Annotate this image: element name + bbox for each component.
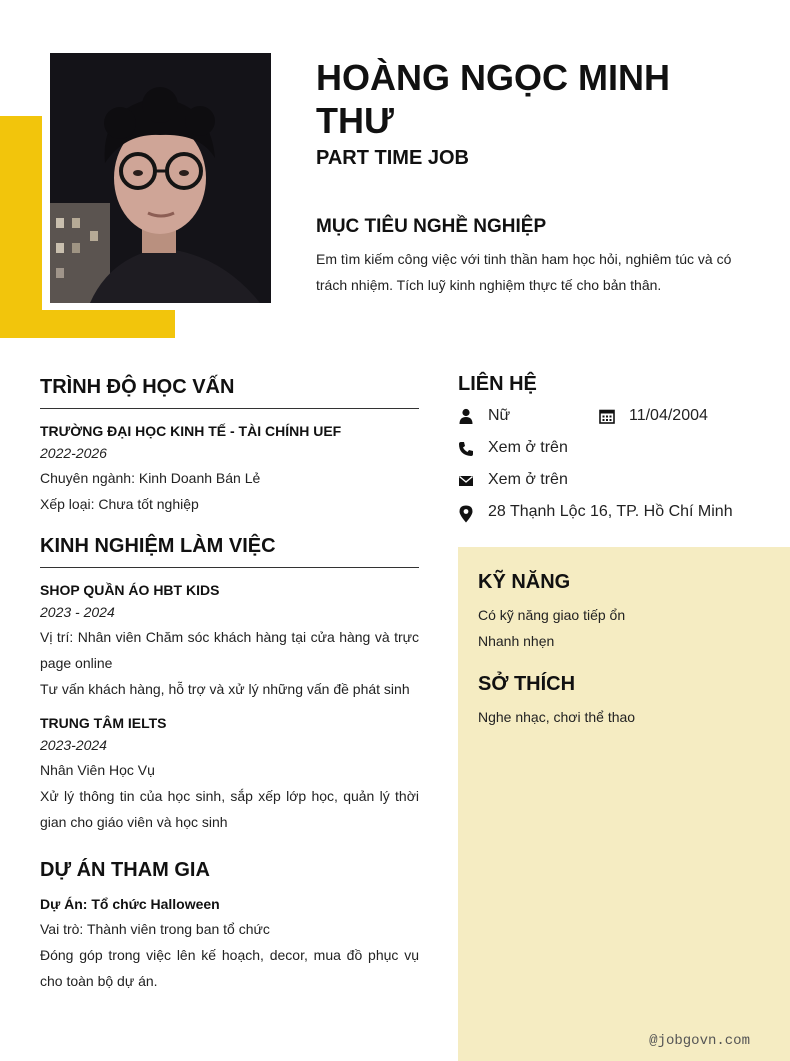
experience-divider bbox=[40, 567, 419, 568]
project-line: Vai trò: Thành viên trong ban tổ chức bbox=[40, 921, 270, 937]
education-section bbox=[40, 376, 419, 517]
education-period: 2022-2026 bbox=[40, 445, 107, 461]
contact-phone: Xem ở trên bbox=[488, 439, 568, 456]
experience-line: Nhân Viên Học Vụ bbox=[40, 762, 155, 778]
experience-company: TRUNG TÂM IELTS bbox=[40, 715, 167, 731]
experience-section bbox=[40, 535, 419, 835]
project-title: Dự Án: Tổ chức Halloween bbox=[40, 896, 220, 912]
objective-heading: MỤC TIÊU NGHỀ NGHIỆP bbox=[316, 216, 547, 237]
education-divider bbox=[40, 408, 419, 409]
project-line: Đóng góp trong việc lên kế hoạch, decor, mua đồ phục vụ cho toàn bộ dự án. bbox=[40, 947, 419, 989]
education-heading: TRÌNH ĐỘ HỌC VẤN bbox=[40, 376, 235, 398]
experience-entry bbox=[40, 715, 419, 835]
skill-item: Có kỹ năng giao tiếp ổn bbox=[478, 607, 626, 623]
profile-photo bbox=[50, 53, 271, 303]
map-pin-icon bbox=[458, 505, 474, 523]
education-rank: Xếp loại: Chưa tốt nghiệp bbox=[40, 496, 199, 512]
accent-block bbox=[0, 116, 42, 338]
skills-hobbies-panel bbox=[458, 547, 790, 1061]
calendar-icon bbox=[599, 408, 615, 424]
experience-period: 2023-2024 bbox=[40, 737, 107, 753]
accent-bar bbox=[0, 310, 175, 338]
projects-heading: DỰ ÁN THAM GIA bbox=[40, 859, 210, 881]
skills-heading: KỸ NĂNG bbox=[478, 571, 571, 593]
education-major: Chuyên ngành: Kinh Doanh Bán Lẻ bbox=[40, 470, 261, 486]
experience-line: Vị trí: Nhân viên Chăm sóc khách hàng tại cửa hàng và trực page online bbox=[40, 629, 419, 671]
candidate-name: HOÀNG NGỌC MINH THƯ bbox=[316, 57, 670, 141]
contact-birthday: 11/04/2004 bbox=[629, 407, 708, 424]
contact-email: Xem ở trên bbox=[488, 471, 568, 488]
experience-period: 2023 - 2024 bbox=[40, 604, 115, 620]
education-school: TRƯỜNG ĐẠI HỌC KINH TẾ - TÀI CHÍNH UEF bbox=[40, 423, 342, 439]
contact-gender: Nữ bbox=[488, 407, 511, 424]
experience-company: SHOP QUẦN ÁO HBT KIDS bbox=[40, 582, 220, 598]
experience-heading: KINH NGHIỆM LÀM VIỆC bbox=[40, 535, 276, 557]
contact-heading: LIÊN HỆ bbox=[458, 373, 537, 395]
hobby-item: Nghe nhạc, chơi thể thao bbox=[478, 709, 636, 725]
job-title: PART TIME JOB bbox=[316, 147, 469, 169]
watermark: @jobgovn.com bbox=[649, 1033, 750, 1049]
skill-item: Nhanh nhẹn bbox=[478, 633, 555, 649]
hobbies-heading: SỞ THÍCH bbox=[478, 673, 576, 695]
projects-section bbox=[40, 859, 419, 994]
experience-line: Tư vấn khách hàng, hỗ trợ và xử lý những vấn đề phát sinh bbox=[40, 681, 410, 697]
envelope-icon bbox=[458, 473, 474, 489]
experience-entry bbox=[40, 582, 419, 702]
phone-icon bbox=[458, 441, 474, 457]
person-icon bbox=[458, 408, 474, 424]
objective-text: Em tìm kiếm công việc với tinh thần ham học hỏi, nghiêm túc và có trách nhiệm. Tích luỹ kinh nghiệm thực tế cho bản thân. bbox=[316, 251, 732, 293]
contact-address: 28 Thạnh Lộc 16, TP. Hồ Chí Minh bbox=[488, 503, 733, 520]
experience-line: Xử lý thông tin của học sinh, sắp xếp lớp học, quản lý thời gian cho giáo viên và học sinh bbox=[40, 788, 419, 830]
